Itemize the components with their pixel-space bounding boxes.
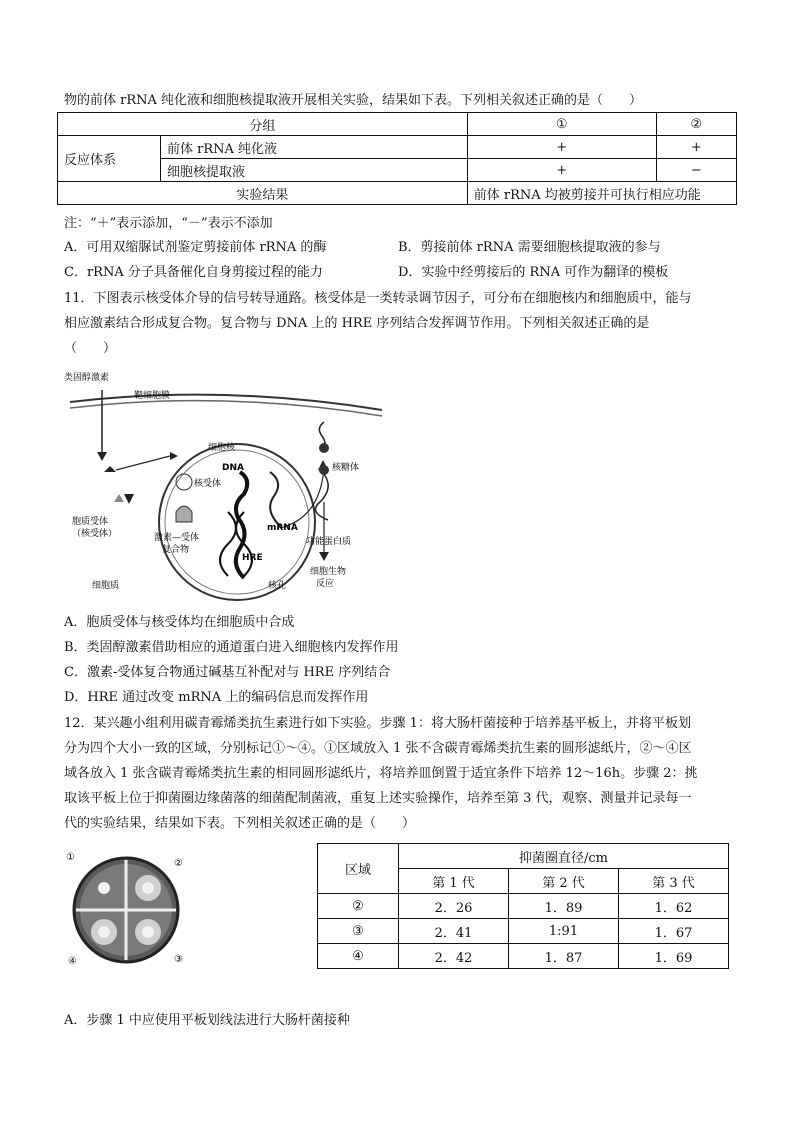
q11-stem-line1: 11．下图表示核受体介导的信号转导通路。核受体是一类转录调节因子，可分布在细胞核内和细胞质中，能与	[64, 291, 692, 306]
table-row: ③ 2．41 1:91 1．67	[318, 919, 729, 944]
label-hre: HRE	[242, 553, 263, 563]
q11-option-a: A．胞质受体与核受体均在细胞质中合成	[64, 615, 295, 630]
q11-option-d: D．HRE 通过改变 mRNA 上的编码信息而发挥作用	[64, 690, 369, 705]
dish-label-4: ④	[68, 956, 77, 967]
table-header-2: ②	[656, 113, 736, 136]
dish-label-1: ①	[66, 852, 75, 863]
label-complex-2: 复合物	[162, 545, 190, 555]
table-header-1: ①	[467, 113, 656, 136]
reaction-system-label: 反应体系	[58, 136, 161, 182]
row-label-nucleus-extract: 细胞核提取液	[161, 159, 468, 182]
q11-stem-line2: 相应激素结合形成复合物。复合物与 DNA 上的 HRE 序列结合发挥调节作用。下列相关叙述正确的是	[64, 316, 650, 331]
inhibition-zone-table	[317, 843, 729, 969]
gen3-header: 第 3 代	[619, 869, 729, 894]
label-mrna: mRNA	[267, 523, 298, 533]
label-nucleus: 细胞核	[208, 443, 236, 453]
q11-stem-line3: （ ）	[64, 341, 117, 356]
dish-label-3: ③	[174, 954, 183, 965]
result-value: 前体 rRNA 均被剪接并可执行相应功能	[467, 182, 736, 205]
q10-option-d: D．实验中经剪接后的 RNA 可作为翻译的模板	[398, 265, 669, 280]
label-dna: DNA	[222, 463, 244, 473]
label-bio-response-1: 细胞生物	[310, 567, 347, 577]
q10-option-b: B．剪接前体 rRNA 需要细胞核提取液的参与	[398, 240, 661, 255]
table-row: ④ 2．42 1．87 1．69	[318, 944, 729, 969]
gen1-header: 第 1 代	[399, 869, 509, 894]
q10-option-c: C．rRNA 分子具备催化自身剪接过程的能力	[64, 265, 323, 280]
q11-option-c: C．激素-受体复合物通过碱基互补配对与 HRE 序列结合	[64, 665, 391, 680]
dish-label-2: ②	[174, 858, 183, 869]
cell-2-1: +	[467, 159, 656, 182]
row-label-pre-rrna: 前体 rRNA 纯化液	[161, 136, 468, 159]
gen2-header: 第 2 代	[509, 869, 619, 894]
label-cyto-receptor-1: 胞质受体	[72, 517, 109, 527]
q12-stem-line2: 分为四个大小一致的区域，分别标记①～④。①区域放入 1 张不含碳青霉烯类抗生素的圆形滤纸片，②～④区	[64, 741, 692, 756]
table-header-group: 分组	[58, 113, 468, 136]
label-cyto-receptor-2: （核受体）	[72, 529, 118, 539]
table-note: 注：“＋”表示添加，“－”表示不添加	[64, 216, 273, 231]
cell-2-2: −	[656, 159, 736, 182]
experiment-table	[57, 112, 737, 205]
q12-stem-line3: 域各放入 1 张含碳青霉烯类抗生素的相同圆形滤纸片，将培养皿倒置于适宜条件下培养 12～16h。步骤 2：挑	[64, 766, 698, 781]
table-row: ② 2．26 1．89 1．62	[318, 894, 729, 919]
q12-stem-line1: 12．某兴趣小组利用碳青霉烯类抗生素进行如下实验。步骤 1：将大肠杆菌接种于培养基平板上，并将平板划	[64, 716, 691, 731]
q10-stem-tail: 物的前体 rRNA 纯化液和细胞核提取液开展相关实验，结果如下表。下列相关叙述正确的是（ ）	[64, 93, 643, 108]
q10-option-a: A．可用双缩脲试剂鉴定剪接前体 rRNA 的酶	[64, 240, 327, 255]
label-functional-protein: 功能蛋白质	[306, 537, 352, 547]
result-label: 实验结果	[58, 182, 468, 205]
q11-option-b: B．类固醇激素借助相应的通道蛋白进入细胞核内发挥作用	[64, 640, 399, 655]
label-nuclear-pore: 核孔	[268, 581, 287, 591]
label-cell-membrane: 靶细胞膜	[134, 391, 171, 401]
label-complex-1: 激素—受体	[154, 533, 200, 543]
q12-stem-line5: 代的实验结果，结果如下表。下列相关叙述正确的是（ ）	[64, 816, 416, 831]
q12-option-a: A．步骤 1 中应使用平板划线法进行大肠杆菌接种	[64, 1013, 350, 1028]
label-cytoplasm: 细胞质	[92, 581, 120, 591]
label-bio-response-2: 反应	[316, 579, 335, 589]
cell-1-1: +	[467, 136, 656, 159]
label-nuclear-receptor: 核受体	[194, 479, 222, 489]
signal-pathway-diagram	[62, 362, 392, 602]
petri-dish-figure	[62, 848, 190, 968]
region-header: 区域	[318, 844, 399, 894]
cell-1-2: +	[656, 136, 736, 159]
diameter-header: 抑菌圈直径/cm	[399, 844, 729, 869]
label-ribosome: 核糖体	[332, 463, 360, 473]
q12-stem-line4: 取该平板上位于抑菌圈边缘菌落的细菌配制菌液，重复上述实验操作，培养至第 3 代，观察、测量并记录每一	[64, 791, 692, 806]
label-steroid: 类固醇激素	[64, 373, 110, 383]
